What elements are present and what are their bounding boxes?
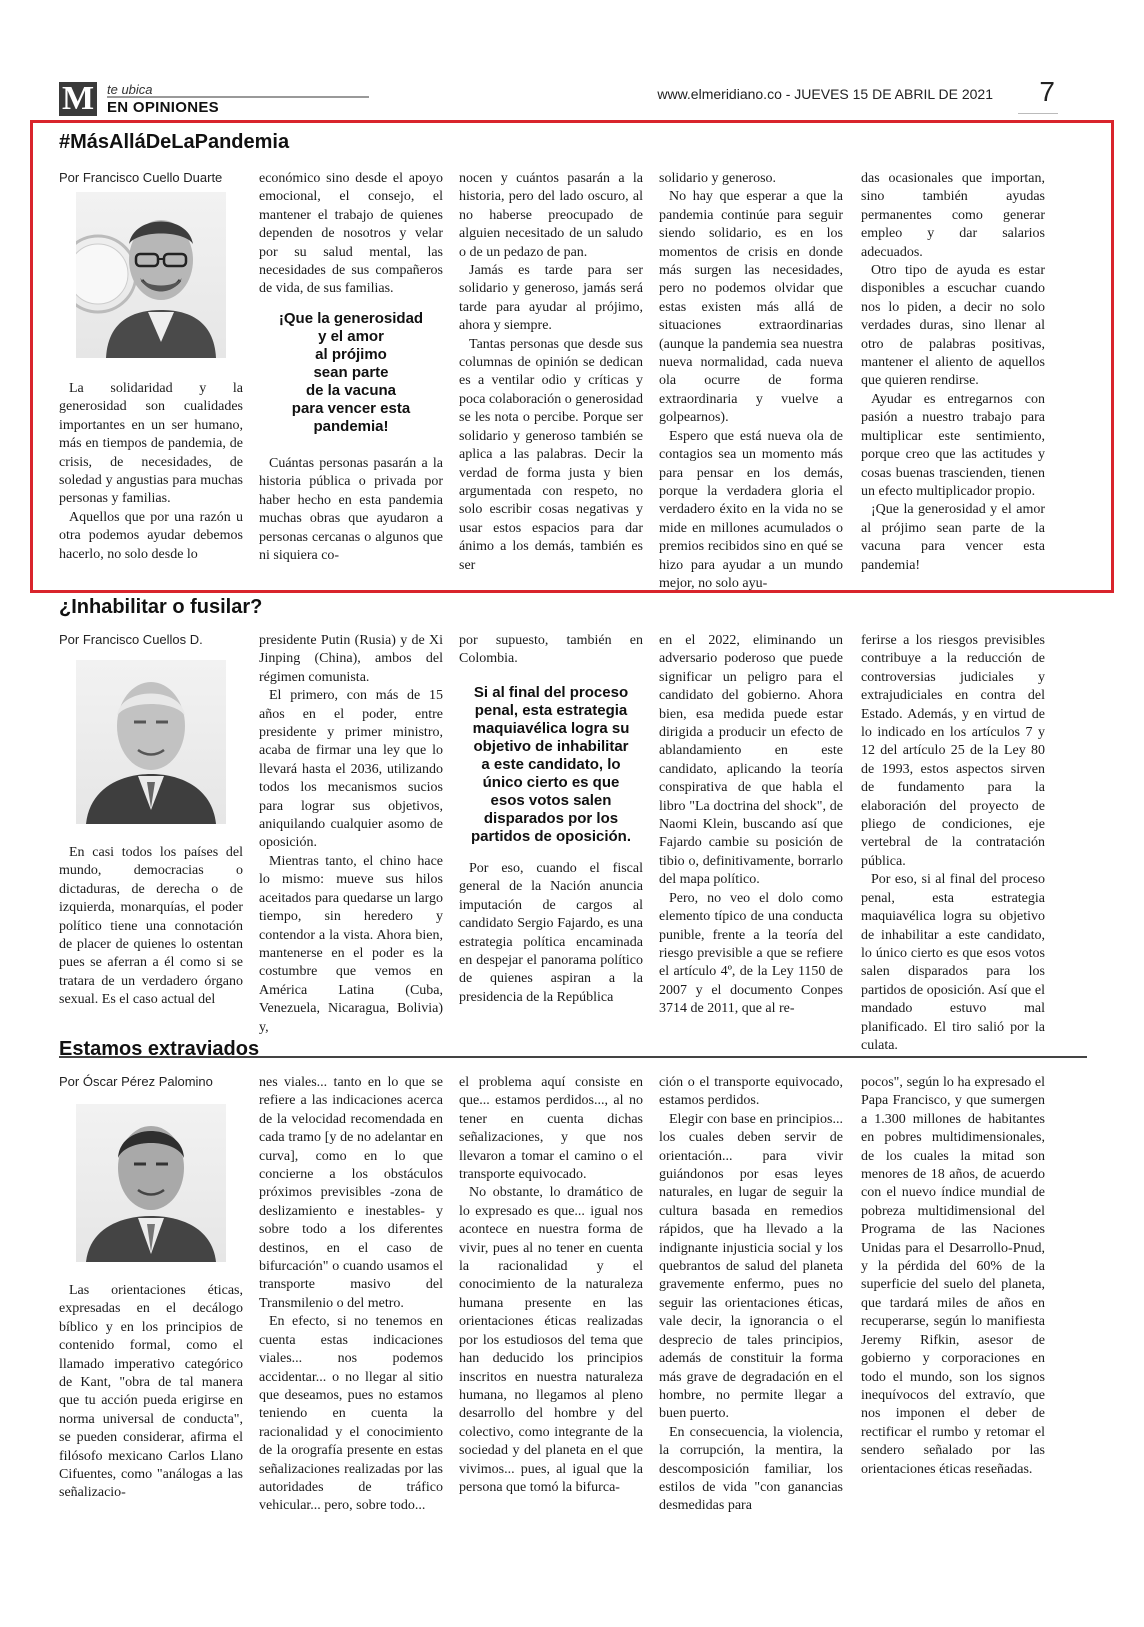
kicker-rule (107, 96, 369, 98)
paragraph: No obstante, lo dramático de lo expresado es que... igual nos acontece en nuestra forma de vivir, pues al no tener en cuenta la racionalidad y el conocimiento de la naturaleza humana presente en las orientaciones éticas realizadas por los estudiosos del tema que han deducido los principios inscritos en nuestra naturaleza humana, no llegamos al pleno desarrollo del hombre y del colectivo, como integrante de la sociedad y del planeta en el que vivimos... pues, al igual que la persona que tomó la bifurca- (459, 1185, 643, 1495)
article-inhabilitar-o-fusilar (0, 596, 1144, 1053)
paragraph: das ocasionales que importan, sino también ayudas permanentes como generar empleo y dar salarios adecuados. (861, 171, 1045, 260)
paragraph: Otro tipo de ayuda es estar disponibles a escuchar cuando nos lo piden, a decir no solo verdades duras, sino llenar al otro de palabras positivas, mantener el aliento de aquellos que quieren rendirse. (861, 263, 1045, 389)
paragraph: ción o el transporte equivocado, estamos perdidos. (659, 1075, 843, 1109)
article-column-2 (259, 170, 443, 299)
paragraph: Tantas personas que desde sus columnas de opinión se dedican es a ventilar odio y críticas y poca colaboración o generosidad se les nota o percibe. Porque ser solidario y generoso también se aplica a las palabras. Decir la verdad de forma justa y bien argumentada con respeto, no solo escribir cosas negativas y usar estos espacios para dar ánimo a los demás, también es ser (459, 336, 643, 573)
author-portrait-icon (76, 660, 226, 824)
paragraph: nes viales... tanto en lo que se refiere a las indicaciones acerca de la velocidad recomendada en cada tramo [y de no adelantar en curva], como en lo que concierne a los obstáculos próximos previsibles -zona de deslizamiento e inestables- y sobre todo a los diferentes destinos, en el caso de bifurcación" o cuando usamos el transporte masivo del Transmilenio o del metro. (259, 1075, 443, 1311)
author-photo (76, 660, 226, 824)
paragraph: En casi todos los países del mundo, democracias o dictaduras, de derecha o de izquierda, monarquías, el poder político tiene una connotación de placer de quienes lo ostentan pues se aferran a él como si se tratara de un verdadero órgano sexual. Es el caso actual del (59, 845, 243, 1008)
newspaper-logo: M (59, 82, 97, 116)
article-headline: #MásAlláDeLaPandemia (59, 131, 290, 153)
article-headline: ¿Inhabilitar o fusilar? (59, 596, 263, 618)
paragraph: nocen y cuántos pasarán a la historia, pero del lado oscuro, al no haberse preocupado de alguien necesitado de un saludo o de un pedazo de pan. (459, 171, 643, 260)
paragraph: solidario y generoso. (659, 171, 777, 186)
article-column-5 (861, 632, 1045, 1055)
article-column-2b (259, 455, 443, 565)
paragraph: por supuesto, también en Colombia. (459, 633, 643, 667)
article-column-4 (659, 1074, 843, 1516)
article-column-2 (259, 1074, 443, 1516)
author-photo (76, 192, 226, 358)
pull-quote: Si al final del proceso penal, esta estrategia maquiavélica logra su objetivo de inhabilitar a este candidato, lo único cierto es que esos votos salen disparados por los partidos de oposición. (470, 684, 631, 845)
article-column-2 (259, 632, 443, 1037)
dateline: www.elmeridiano.co - JUEVES 15 DE ABRIL DE 2021 (657, 86, 993, 102)
article-estamos-extraviados (0, 1038, 1144, 1568)
article-column-1 (59, 380, 243, 564)
paragraph: En consecuencia, la violencia, la corrupción, la mentira, la descomposición familiar, los estilos de vida "con ganancias desmedidas para (659, 1424, 843, 1514)
paragraph: ¡Que la generosidad y el amor al prójimo sean parte de la vacuna para vencer esta pandemia! (861, 502, 1045, 573)
section-kicker: te ubica (107, 82, 153, 97)
paragraph: Por eso, cuando el fiscal general de la Nación anuncia imputación de cargos al candidato Sergio Fajardo, es una estrategia política encaminada en despejar el panorama político de quienes aspiran a la presidencia de la República (459, 861, 643, 1005)
paragraph: En efecto, si no tenemos en cuenta estas indicaciones viales... nos podemos accidentar... o no llegar al sitio que deseamos, pues no estamos teniendo en cuenta la racionalidad y el conocimiento de la orografía presente en estas señalizaciones realizadas por las autoridades de tráfico vehicular... pero, sobre todo... (259, 1314, 443, 1514)
header-rule (1018, 113, 1058, 114)
author-photo (76, 1104, 226, 1262)
paragraph: El primero, con más de 15 años en el poder, entre presidente y primer ministro, acaba de firmar una ley que lo llevará hasta el 2036, utilizando todos los mecanismos sucios para lograr sus objetivos, aniquilando cualquier asomo de oposición. (259, 688, 443, 851)
paragraph: Mientras tanto, el chino hace lo mismo: mueve sus hilos aceitados para quedarse un largo tiempo, sin heredero y contendor a la vista. Ahora bien, mantenerse en el poder es la costumbre que vemos en América Latina (Cuba, Venezuela, Nicaragua, Bolivia) y, (259, 853, 443, 1035)
paragraph: pocos", según lo ha expresado el Papa Francisco, y que sumergen a 1.300 millones de habitantes en pobres multidimensionales, de los cuales la mitad son menores de 18 años, de acuerdo con el nuevo índice mundial de pobreza multidimensional del Programa de las Naciones Unidas para el Desarrollo-Pnud, y la pérdida del 60% de la superficie del suelo del planeta, que tardará miles de años en recuperarse, según lo manifiesta Jeremy Rifkin, asesor de gobierno y corporaciones en todo el mundo, son los signos inequívocos del extravío, que nos imponen el deber de rectificar el rumbo y retomar el sendero señalado por las orientaciones éticas reseñadas. (861, 1075, 1045, 1477)
article-column-5 (861, 170, 1045, 575)
page-number: 7 (1039, 76, 1055, 107)
article-column-1 (59, 844, 243, 1010)
article-mas-alla-de-la-pandemia (0, 120, 1144, 593)
paragraph: Jamás es tarde para ser solidario y generoso, jamás será tarde para ayudar al prójimo, ahora y siempre. (459, 263, 643, 334)
article-column-3 (459, 632, 643, 669)
pull-quote: ¡Que la generosidad y el amor al prójimo sean parte de la vacuna para vencer esta pandemia! (278, 310, 424, 435)
paragraph: Espero que está nueva ola de contagios sea un momento más para pensar en los demás, porque la verdadera gloria el verdadero éxito en la vida no se mide en millones acumulados o premios recibidos sino en qué se hizo para ayudar a un mundo mejor, no solo ayu- (659, 428, 843, 591)
paragraph: económico sino desde el apoyo emocional, el consejo, el mantener el trabajo de quienes dependen de nosotros y velar por su salud mental, las necesidades de sus compañeros de vida, de sus familias. (259, 171, 443, 297)
article-byline: Por Francisco Cuellos D. (59, 632, 203, 647)
article-column-5 (861, 1074, 1045, 1479)
paragraph: Ayudar es entregarnos con pasión a nuestro trabajo para multiplicar este sentimiento, porque creo que las actitudes y cosas buenas trascienden, tienen un efecto multiplicador propio. (861, 391, 1045, 499)
paragraph: ferirse a los riesgos previsibles contribuye a la reducción de controversias judiciales y extrajudiciales en contra del Estado. Además, y en virtud de lo indicado en los artículos 7 y 12 del artículo 25 de la Ley 80 de 1993, estos aspectos sirven de fundamento para la elaboración del proyecto de pliego de condiciones, eje vertebral de la contratación pública. (861, 633, 1045, 869)
author-portrait-icon (76, 1104, 226, 1262)
paragraph: No hay que esperar a que la pandemia continúe para seguir siendo solidario, es en los momentos de crisis en donde más surgen las necesidades, pero no podemos olvidar que estas existen más allá de situaciones extraordinarias (aunque la pandemia sea nuestra nueva normalidad, cada nueva ola ocurre de forma extraordinaria y vuelve a golpearnos). (659, 189, 843, 426)
paragraph: Pero, no veo el dolo como elemento típico de una conducta punible, frente a la teoría del riesgo previsible a que se refiere el artículo 4º, de la Ley 1150 de 2007 y el documento Conpes 3714 de 2011, que al re- (659, 890, 843, 1017)
paragraph: Cuántas personas pasarán a la historia pública o privada por haber hecho en esta pandemia muchas obras que ayudaron a personas cercanas o algunos que ni siquiera co- (259, 456, 443, 564)
section-title: EN OPINIONES (107, 99, 219, 116)
paragraph: el problema aquí consiste en que... estamos perdidos..., al no tener en cuenta dichas señalizaciones, y que nos llevaron a tomar el camino o el transporte equivocado. (459, 1075, 643, 1183)
article-column-3 (459, 170, 643, 575)
article-column-4 (659, 632, 843, 1019)
article-headline: Estamos extraviados (59, 1038, 260, 1060)
article-column-3b (459, 860, 643, 1007)
article-column-1 (59, 1282, 243, 1503)
article-column-4 (659, 170, 843, 593)
paragraph: presidente Putin (Rusia) y de Xi Jinping (China), ambos del régimen comunista. (259, 633, 443, 685)
paragraph: en el 2022, eliminando un adversario poderoso que puede significar un peligro para el candidato del gobierno. Ahora bien, esa medida puede estar dirigida a producir un efecto de ablandamiento en este candidato, aplicando la teoría conspirativa de que habla el libro "La doctrina del shock", de Naomi Klein, buscando así que Fajardo cambie su posición de tibio o, definitivamente, borrarlo del mapa político. (659, 633, 843, 888)
paragraph: Elegir con base en principios... los cuales deben servir de orientación... para vivir guiándonos por esas leyes naturales, en lugar de seguir la cultura basada en remedios rápidos, que ha llevado a la indignante injusticia social y los quebrantos de salud del planeta gravemente enfermo, pues no seguir las orientaciones éticas, vale decir, la ignorancia o el desprecio de tales principios, además de constituir la forma más grave de degradación en el hombre, no permite llegar a buen puerto. (659, 1111, 843, 1422)
article-column-3 (459, 1074, 643, 1497)
masthead (59, 76, 1055, 118)
paragraph: Las orientaciones éticas, expresadas en el decálogo bíblico y en los principios de contenido formal, como el llamado imperativo categórico de Kant, "obra de tal manera que tu acción pueda erigirse en norma universal de conducta", se pueden considerar, afirma el filósofo mexicano Carlos Llano Cifuentes, como "análogas a las señalizacio- (59, 1283, 243, 1501)
author-portrait-icon (76, 192, 226, 358)
paragraph: Aquellos que por una razón u otra podemos ayudar debemos hacerlo, no solo desde lo (59, 509, 243, 562)
article-byline: Por Francisco Cuello Duarte (59, 170, 223, 185)
article-byline: Por Óscar Pérez Palomino (59, 1074, 213, 1089)
paragraph: La solidaridad y la generosidad son cualidades importantes en un ser humano, más en tiempos de pandemia, de crisis, de necesidades, de soledad y angustias para muchas personas y familias. (59, 381, 243, 507)
paragraph: Por eso, si al final del proceso penal, esta estrategia maquiavélica logra su objetivo de inhabilitar a este candidato, lo único cierto es que esos votos salen disparados para los partidos de oposición. Así que el mandado estuvo mal planificado. El tiro salió por la culata. (861, 872, 1045, 1053)
